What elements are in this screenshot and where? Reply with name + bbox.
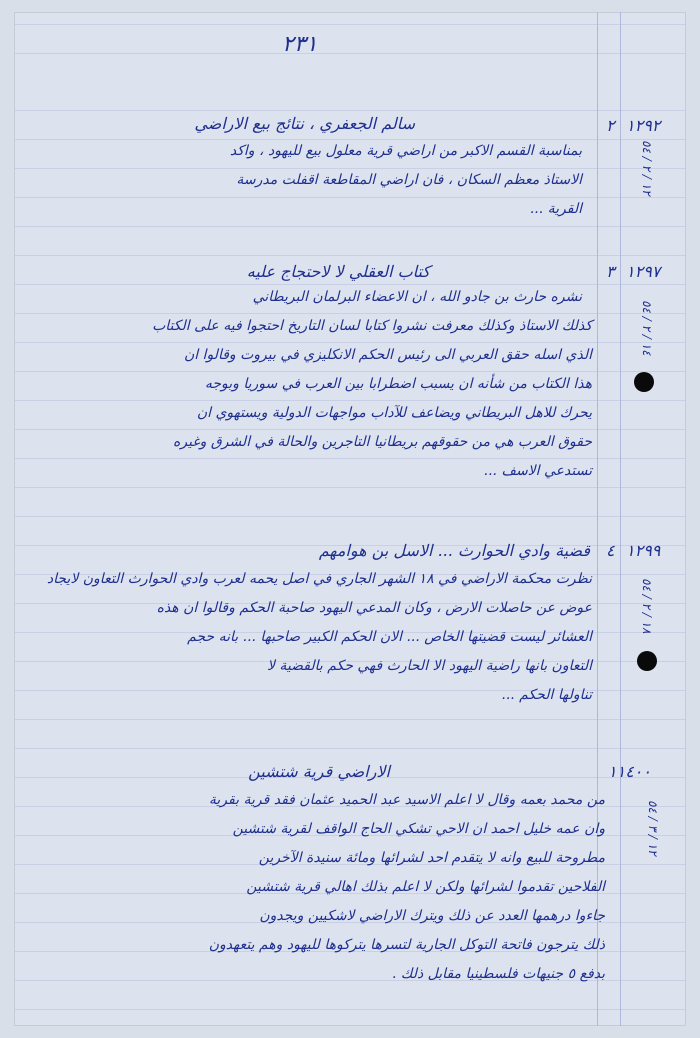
entry-line: الفلاحين تقدموا لشرائها ولكن لا اعلم بذلك اهالي قرية شتشين [246,879,605,895]
entry-line: الاستاذ معظم السكان ، فان اراضي المقاطعة اقفلت مدرسة [236,172,582,188]
entry-line: نشره حارث بن جادو الله ، ان الاعضاء البرلمان البريطاني [252,289,582,305]
entry-title: الاراضي قرية شتشين [248,762,390,781]
entry-line: من محمد بعمه وقال لا اعلم الاسيد عبد الحميد عثمان فقد قرية بقرية [208,792,605,808]
entry-date: ١٢ / ٢ / ٥٤ [640,140,654,196]
margin-rule-outer [620,12,621,1026]
entry-date: ١٤ / ٢ / ٥٤ [640,300,654,356]
entry-date: ١٢ / ٣ / ٥٤ [646,800,660,856]
entry-ref: ١٢٩٢ [626,116,661,135]
punch-hole-bottom [637,651,657,671]
entry-line: العشائر ليست قضيتها الخاص ... الان الحكم الكبير صاحبها ... بانه حجم [187,629,592,645]
entry-title: سالم الجعفري ، نتائج بيع الاراضي [194,114,415,133]
entry-index: ٤ [606,541,615,560]
entry-line: تستدعي الاسف ... [483,463,592,479]
entry-ref: ١١٤٠٠ [608,762,651,781]
entry-line: يحرك للاهل البريطاني ويضاعف للآداب مواجهات الدولية ويستهوي ان [196,405,592,421]
entry-line: الذي اسله حقق العربي الى رئيس الحكم الانكليزي في بيروت وقالوا ان [183,347,592,363]
entry-title: كتاب العقلي لا لاحتجاج عليه [246,262,430,281]
entry-title: قضية وادي الحوارث ... الاسل بن هوامهم [318,541,590,560]
page-number: ٢٣١ [282,32,318,57]
entry-line: نظرت محكمة الاراضي في ١٨ الشهر الجاري في اصل يحمه لعرب وادي الحوارث التعاون لايجاد [46,571,592,587]
lined-paper [14,12,686,1026]
entry-date: ١٨ / ٢ / ٥٤ [640,578,654,634]
entry-line: القرية ... [529,201,582,217]
entry-ref: ١٢٩٧ [626,262,661,281]
entry-line: بمناسبة القسم الاكبر من اراضي قرية معلول بيع لليهود ، واكد [229,143,582,159]
punch-hole-top [634,372,654,392]
entry-index: ٢ [606,116,615,135]
entry-line: مطروحة للبيع وانه لا يتقدم احد لشرائها ومائة سنيدة الآخرين [258,850,605,866]
entry-line: جاءوا درهمها العدد عن ذلك ويترك الاراضي لاشكيين ويجدون [259,908,605,924]
entry-line: عوض عن حاصلات الارض ، وكان المدعي اليهود صاحبة الحكم وقالوا ان هذه [156,600,592,616]
entry-ref: ١٢٩٩ [626,541,661,560]
entry-line: ذلك يترجون فاتحة التوكل الجارية لتسرها يتركوها لليهود وهم يتعهدون [208,937,605,953]
entry-line: كذلك الاستاذ وكذلك معرفت نشروا كتابا لسان التاريخ احتجوا فيه على الكتاب [152,318,592,334]
entry-line: تناولها الحكم ... [501,687,592,703]
entry-line: التعاون بانها راضية اليهود الا الحارث فهي حكم بالقضية لا [267,658,592,674]
entry-line: وان عمه خليل احمد ان الاحي تشكي الحاج الواقف لقرية شتشين [232,821,605,837]
entry-line: حقوق العرب هي من حقوقهم بريطانيا التاجرين والحالة في الشرق وغيره [173,434,592,450]
margin-rule-inner [597,12,598,1026]
entry-index: ٣ [606,262,615,281]
entry-line: هذا الكتاب من شأنه ان يسبب اضطرابا بين العرب في سوريا وبوجه [204,376,592,392]
entry-line: بدفع ٥ جنيهات فلسطينيا مقابل ذلك . [392,966,605,982]
